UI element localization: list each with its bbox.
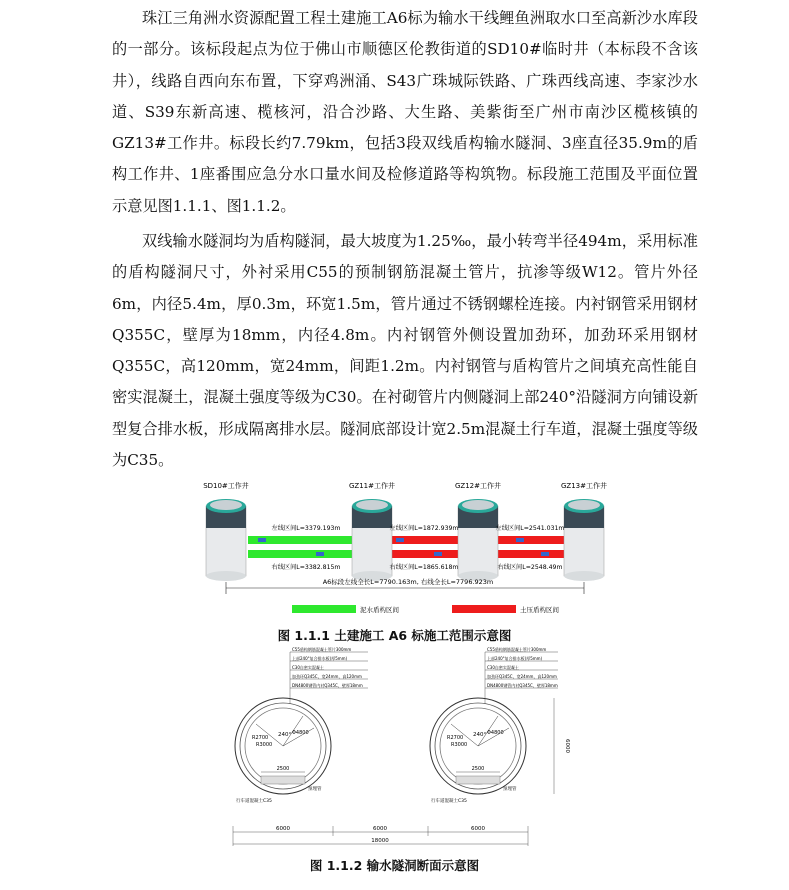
figure-tunnel-section <box>228 646 578 851</box>
shaft-gz13 <box>564 499 604 581</box>
angle-label-right: 240° <box>473 732 487 738</box>
right-label-1: 右线区间L=3382.815m <box>271 564 341 571</box>
shaft-gz12 <box>458 499 498 581</box>
callout-left-5: DN4800钢管内衬Q345C，壁厚18mm <box>292 683 363 688</box>
height-dim: 6000 <box>564 739 570 753</box>
tunnel-right-red-1 <box>384 550 470 558</box>
shaft-sd10 <box>206 499 246 581</box>
dim-3: 6000 <box>471 826 485 832</box>
bottom-label-left: 行车道混凝土C35 <box>236 799 272 804</box>
diameter-label-left: Φ4800 <box>292 730 309 736</box>
road-width-left: 2500 <box>276 766 290 772</box>
shaft-label-gz12: GZ12#工作井 <box>455 482 501 490</box>
figure-2-caption: 图 1.1.2 输水隧洞断面示意图 <box>309 858 480 873</box>
callout-right-5: DN4800钢管内衬Q345C，壁厚18mm <box>487 683 558 688</box>
callout-right-4: 加劲环Q345C，宽24mm，高120mm <box>487 674 557 679</box>
shaft-gz11 <box>352 499 392 581</box>
radius-r2700-left: R2700 <box>252 735 269 741</box>
radius-r2700-right: R2700 <box>447 735 464 741</box>
road-width-right: 2500 <box>471 766 485 772</box>
figure-construction-scope <box>196 478 616 628</box>
pipe-label-right: 预埋管 <box>503 787 517 792</box>
left-label-2: 左线区间L=1872.939m <box>389 525 459 532</box>
tunnel-right-red-2 <box>488 550 574 558</box>
dim-2: 6000 <box>373 826 387 832</box>
section-right <box>430 698 526 794</box>
legend-green-swatch <box>292 605 356 613</box>
callout-right-1: C55盾构钢筋混凝土管片300mm <box>487 647 547 652</box>
right-label-2: 右线区间L=1865.618m <box>389 564 459 571</box>
legend-red-swatch <box>452 605 516 613</box>
tunnel-left-red-2 <box>488 536 574 544</box>
shaft-label-gz11: GZ11#工作井 <box>349 482 395 490</box>
right-label-3: 右线区间L=2548.49m <box>497 564 563 571</box>
left-label-1: 左线区间L=3379.193m <box>271 525 341 532</box>
callout-left-3: C30自密实混凝土 <box>292 665 324 670</box>
total-length-label: A6标段左线全长L=7790.163m, 右线全长L=7796.923m <box>322 578 494 586</box>
total-dim: 18000 <box>371 838 389 844</box>
paragraph-1: 珠江三角洲水资源配置工程土建施工A6标为输水干线鲤鱼洲取水口至高新沙水库段的一部分。该标段起点为位于佛山市顺德区伦教街道的SD10#临时井（本标段不含该井），线路自西向东布置，下穿鸡洲涌、S43广珠城际铁路、广珠西线高速、李家沙水道、S39东新高速、榄核河，沿合沙路、大生路、美紫街至广州市南沙区榄核镇的GZ13#工作井。标段长约7.79km，包括3段双线盾构输水隧洞、3座直径35.9m的盾构工作井、1座番围应急分水口量水间及检修道路等构筑物。标段施工范围及平面位置示意见图1.1.1、图1.1.2。 <box>112 9 698 215</box>
diameter-label-right: Φ4800 <box>487 730 504 736</box>
figure-1-caption: 图 1.1.1 土建施工 A6 标施工范围示意图 <box>277 628 512 643</box>
radius-r3000-left: R3000 <box>256 742 273 748</box>
paragraph-2: 双线输水隧洞均为盾构隧洞，最大坡度为1.25‰，最小转弯半径494m，采用标准的盾构隧洞尺寸，外衬采用C55的预制钢筋混凝土管片，抗渗等级W12。管片外径6m，内径5.4m，厚0.3m，环宽1.5m，管片通过不锈钢螺栓连接。内衬钢管采用钢材Q355C，壁厚为18mm，内径4.8m。内衬钢管外侧设置加劲环，加劲环采用钢材Q355C，高120mm，宽24mm，间距1.2m。内衬钢管与盾构管片之间填充高性能自密实混凝土，混凝土强度等级为C30。在衬砌管片内侧隧洞上部240°沿隧洞方向铺设新型复合排水板，形成隔离排水层。隧洞底部设计宽2.5m混凝土行车道，混凝土强度等级为C35。 <box>112 232 698 470</box>
angle-label-left: 240° <box>278 732 292 738</box>
bottom-label-right: 行车道混凝土C35 <box>431 799 467 804</box>
tunnel-right-green <box>248 550 358 558</box>
left-label-3: 左线区间L=2541.031m <box>495 525 565 532</box>
callout-left-2: 上部240°复合排水板(厚5mm) <box>292 656 348 661</box>
callout-left-4: 加劲环Q345C，宽24mm，高120mm <box>292 674 362 679</box>
dim-1: 6000 <box>276 826 290 832</box>
pipe-label-left: 预埋管 <box>308 787 322 792</box>
callout-left-1: C55盾构钢筋混凝土管片300mm <box>292 647 352 652</box>
callout-right-2: 上部240°复合排水板(厚5mm) <box>487 656 543 661</box>
shaft-label-gz13: GZ13#工作井 <box>561 482 607 490</box>
section-left <box>235 698 331 794</box>
legend-green-label: 泥水盾构区间 <box>360 606 399 614</box>
legend-red-label: 土压盾构区间 <box>520 606 559 614</box>
shaft-label-sd10: SD10#工作井 <box>203 482 249 490</box>
callout-right-3: C30自密实混凝土 <box>487 665 519 670</box>
radius-r3000-right: R3000 <box>451 742 468 748</box>
